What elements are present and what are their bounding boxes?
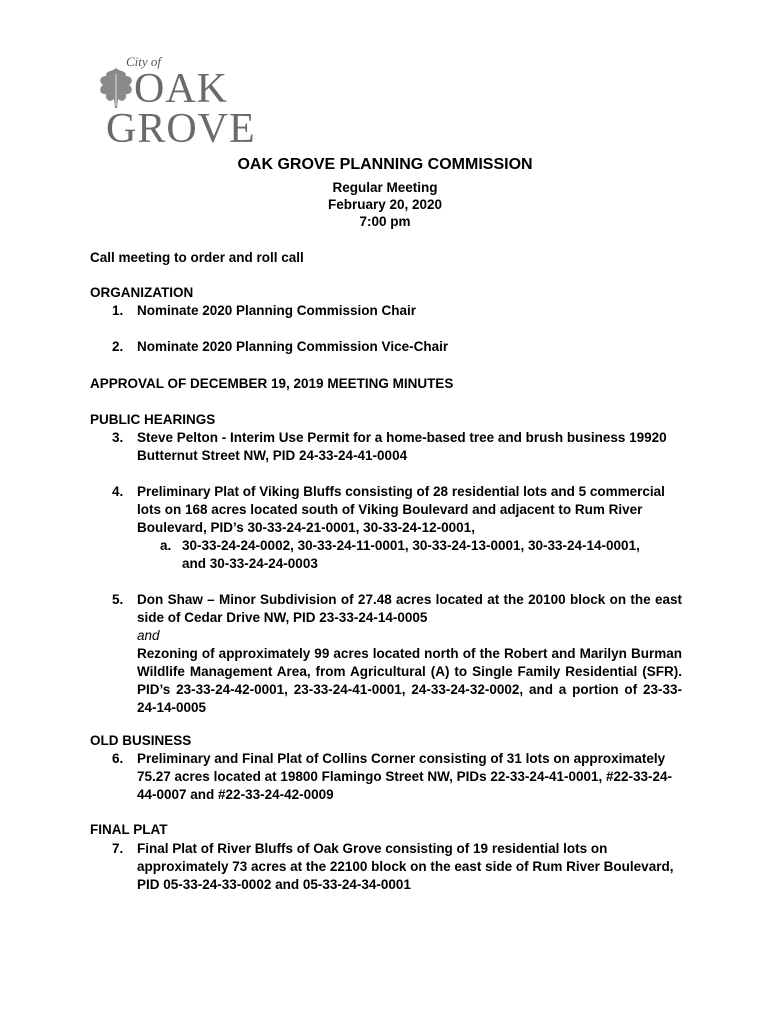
meeting-type: Regular Meeting bbox=[332, 180, 438, 195]
agenda-subitem-4a bbox=[160, 537, 650, 573]
item-5-rezoning-text: Rezoning of approximately 99 acres located north of the Robert and Marilyn Burman Wildlife Management Area, from Agricultural (A) to Single Family Residential (SFR). PID’s 23-33-24-42-0001, 23-33-24-41-0001, 24-33-24-32-0002, and a portion of 23-33-24-14-0005 bbox=[137, 646, 682, 715]
page-title: OAK GROVE PLANNING COMMISSION bbox=[237, 156, 533, 173]
agenda-item-3 bbox=[112, 429, 682, 465]
organization-heading: ORGANIZATION bbox=[90, 285, 194, 300]
item-number: 7. bbox=[112, 841, 124, 856]
agenda-item-5 bbox=[112, 591, 682, 717]
item-5-subdivision-text: Don Shaw – Minor Subdivision of 27.48 acres located at the 20100 block on the east side of Cedar Drive NW, PID 23-33-24-14-0005 bbox=[137, 592, 682, 625]
approval-heading: APPROVAL OF DECEMBER 19, 2019 MEETING MINUTES bbox=[90, 376, 454, 391]
call-to-order: Call meeting to order and roll call bbox=[90, 250, 304, 265]
item-text: Nominate 2020 Planning Commission Vice-Chair bbox=[137, 339, 449, 354]
item-number: 1. bbox=[112, 303, 124, 318]
agenda-item-4 bbox=[112, 483, 682, 537]
logo-grove: GROVE bbox=[106, 106, 256, 152]
item-number: 4. bbox=[112, 484, 124, 499]
item-number: 6. bbox=[112, 751, 124, 766]
item-text: Nominate 2020 Planning Commission Chair bbox=[137, 303, 417, 318]
item-number: 5. bbox=[112, 592, 124, 607]
item-5-and: and bbox=[137, 628, 160, 643]
final-plat-heading: FINAL PLAT bbox=[90, 822, 168, 837]
agenda-item-7 bbox=[112, 840, 682, 894]
item-text: Final Plat of River Bluffs of Oak Grove consisting of 19 residential lots on approximately 73 acres at the 22100 block on the east side of Rum River Boulevard, PID 05-33-24-33-0002 and 05-33-24-34-0001 bbox=[137, 841, 674, 892]
item-text: Preliminary and Final Plat of Collins Corner consisting of 31 lots on approximately 75.27 acres located at 19800 Flamingo Street NW, PIDs 22-33-24-41-0001, #22-33-24-44-0007 and #22-33-24-42-0009 bbox=[137, 751, 673, 802]
oak-leaf-icon bbox=[96, 66, 136, 110]
logo-city-of: City of bbox=[126, 54, 162, 69]
item-text: Preliminary Plat of Viking Bluffs consisting of 28 residential lots and 5 commercial lots on 168 acres located south of Viking Boulevard and adjacent to Rum River Boulevard, PID’s 30-33-24-21-0001, 30-33-24-12-0001, bbox=[137, 484, 665, 535]
item-text: Steve Pelton - Interim Use Permit for a home-based tree and brush business 19920 Butternut Street NW, PID 24-33-24-41-0004 bbox=[137, 430, 667, 463]
agenda-item-1 bbox=[112, 302, 682, 320]
logo-oak: OAK bbox=[134, 66, 228, 112]
agenda-item-6 bbox=[112, 750, 682, 804]
city-logo bbox=[96, 52, 266, 152]
item-number: 3. bbox=[112, 430, 124, 445]
old-business-heading: OLD BUSINESS bbox=[90, 733, 192, 748]
meeting-time: 7:00 pm bbox=[359, 214, 411, 229]
item-number: 2. bbox=[112, 339, 124, 354]
subitem-text: 30-33-24-24-0002, 30-33-24-11-0001, 30-33-24-13-0001, 30-33-24-14-0001, and 30-33-24-24-0003 bbox=[182, 538, 640, 571]
public-hearings-heading: PUBLIC HEARINGS bbox=[90, 412, 216, 427]
item-text bbox=[137, 591, 682, 717]
subitem-letter: a. bbox=[160, 538, 172, 553]
meeting-date: February 20, 2020 bbox=[327, 197, 443, 212]
agenda-item-2 bbox=[112, 338, 682, 356]
